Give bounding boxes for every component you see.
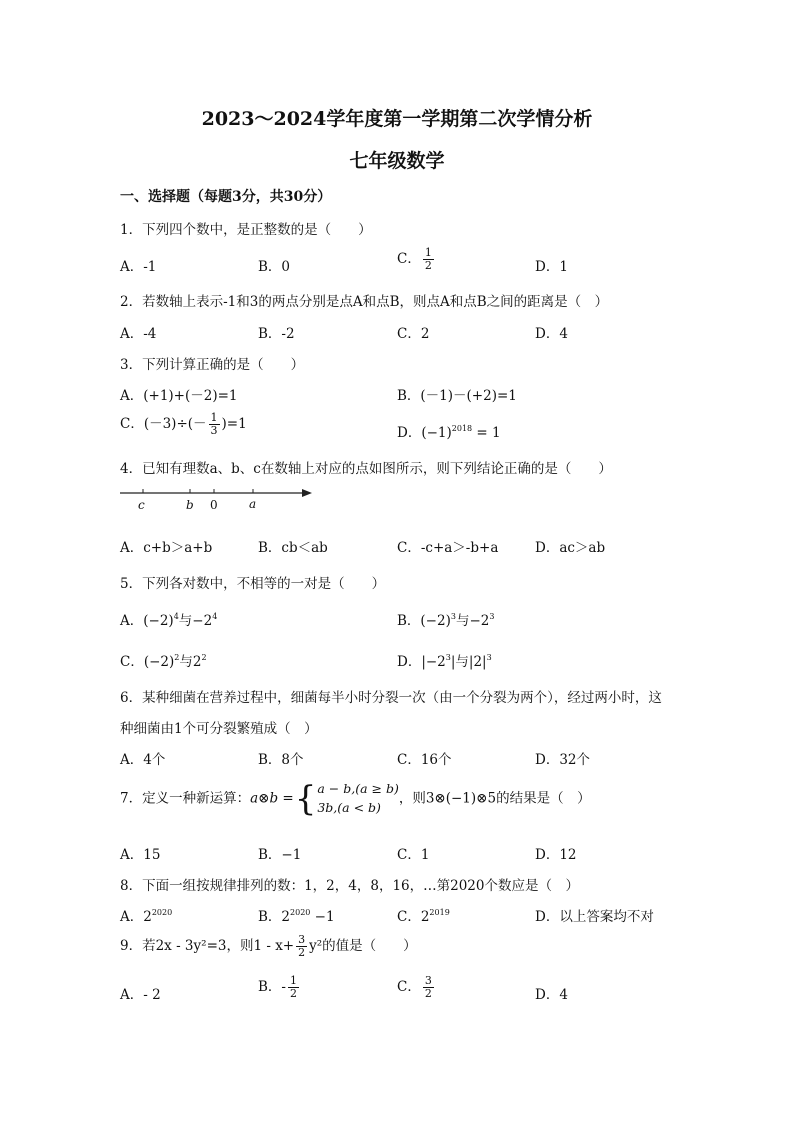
q5-b-mid: 与−2 [455,613,490,629]
q3-option-c-prefix: C．(－3)÷(－ [120,416,207,432]
q5-c-base: C．(−2) [120,654,175,670]
q1-option-c-prefix: C． [397,251,421,267]
fraction-denominator: 2 [289,987,297,1000]
q9-option-b-fraction [288,975,299,999]
fraction-numerator: 1 [210,411,218,425]
question-3-stem: 3．下列计算正确的是（ ） [120,357,305,373]
question-4-stem: 4．已知有理数a、b、c在数轴上对应的点如图所示，则下列结论正确的是（ ） [120,461,612,477]
q3-option-a: A．(+1)+(－2)=1 [120,388,238,404]
q5-b-exp2: 3 [489,612,495,621]
q4-option-a: A．c+b＞a+b [120,540,213,556]
q7-operation-lhs: a⊗b = [250,790,294,807]
exam-title: 2023～2024学年度第一学期第二次学情分析 [201,108,593,130]
section-heading: 一、选择题（每题3分，共30分） [120,189,332,205]
q7-piecewise-cases [317,780,398,818]
fraction-denominator: 2 [298,946,306,959]
question-6-stem-line1: 6．某种细菌在营养过程中，细菌每半小时分裂一次（由一个分裂为两个），经过两小时，这 [120,690,662,706]
q7-case-1: a − b,(a ≥ b) [317,781,399,796]
question-1-stem: 1．下列四个数中，是正整数的是（ ） [120,222,372,238]
number-line-arrow [302,489,312,497]
q3-option-c [120,412,247,437]
q9-suffix: y²的值是（ ） [309,938,417,954]
q9-option-d: D．4 [535,987,568,1003]
q5-b-exp: 3 [450,612,456,621]
q5-option-d [397,650,492,670]
q7-option-c: C．1 [397,847,430,863]
question-5-stem: 5．下列各对数中，不相等的一对是（ ） [120,576,386,592]
q5-d-exp2: 3 [486,653,492,662]
q5-b-base: B．(−2) [397,613,451,629]
q7-option-b: B．−1 [258,847,302,863]
q3-option-c-suffix: )=1 [221,416,247,432]
q4-option-c: C．-c+a＞-b+a [397,540,499,556]
q9-prefix: 9．若2x - 3y²=3，则1 - x+ [120,938,295,954]
q3-option-d-suffix: = 1 [472,425,501,441]
q9-option-c [397,975,436,1000]
q5-option-b [397,609,494,629]
q8-option-a [120,905,172,925]
q8-b-exp: 2020 [290,908,311,917]
q5-a-exp2: 4 [212,612,218,621]
question-9-stem [120,934,417,959]
q8-a-exp: 2020 [151,908,173,917]
fraction-denominator: 3 [210,424,218,437]
fraction-numerator: 3 [424,974,432,988]
q3-option-d [397,421,501,441]
q6-option-d: D．32个 [535,752,591,768]
q3-option-d-exponent: 2018 [451,424,473,433]
q9-c-prefix: C． [397,979,421,995]
number-line-figure [118,482,318,526]
q6-option-c: C．16个 [397,752,452,768]
q1-option-c-fraction [423,247,434,271]
number-line-label-zero: 0 [210,498,218,512]
q8-a-base: A．2 [120,909,152,925]
q5-option-c [120,650,207,670]
q5-d-prefix: D．|−2 [397,654,446,670]
q5-option-a [120,609,217,629]
q5-c-mid: 与2 [179,654,202,670]
q1-option-c [397,247,436,272]
q5-a-mid: 与−2 [178,613,213,629]
q9-b-prefix: B．- [258,979,286,995]
question-7-stem [120,780,591,818]
number-line-label-a: a [249,497,257,511]
question-6-stem-line2: 种细菌由1个可分裂繁殖成（ ） [120,721,318,737]
exam-subtitle: 七年级数学 [349,150,445,172]
q1-option-b: B．0 [258,259,291,275]
q9-option-b [258,975,301,1000]
q5-a-exp: 4 [173,612,179,621]
question-8-stem: 8．下面一组按规律排列的数：1，2，4，8，16，…第2020个数应是（ ） [120,878,579,894]
q8-c-exp: 2019 [429,908,450,917]
number-line-label-b: b [186,498,194,512]
number-line-svg [118,482,318,508]
q6-option-b: B．8个 [258,752,304,768]
q8-option-d: D．以上答案均不对 [535,909,654,925]
left-brace-icon: { [294,778,317,819]
q1-option-a: A．-1 [120,259,157,275]
q8-option-c [397,905,450,925]
q9-fraction [296,934,307,958]
q7-option-d: D．12 [535,847,577,863]
q5-d-mid: |与|2| [450,654,487,670]
q2-option-d: D．4 [535,326,568,342]
fraction-numerator: 1 [289,974,297,988]
q3-option-d-prefix: D．(−1) [397,425,452,441]
fraction-numerator: 1 [424,246,432,260]
question-2-stem: 2．若数轴上表示-1和3的两点分别是点A和点B，则点A和点B之间的距离是（ ） [120,294,609,310]
q8-option-b [258,905,335,925]
q9-option-a: A．- 2 [120,987,161,1003]
q5-c-exp2: 2 [201,653,207,662]
q8-b-base: B．2 [258,909,291,925]
q7-case-2: 3b,(a < b) [317,799,381,815]
q5-c-exp: 2 [174,653,180,662]
q3-option-c-fraction [209,412,220,436]
q7-prefix: 7．定义一种新运算： [120,790,251,807]
q2-option-c: C．2 [397,326,430,342]
q5-a-base: A．(−2) [120,613,174,629]
q8-b-suffix: −1 [310,909,335,925]
q3-option-b: B．(－1)－(+2)=1 [397,388,517,404]
q2-option-b: B．-2 [258,326,295,342]
fraction-denominator: 2 [424,987,432,1000]
q9-option-c-fraction [423,975,434,999]
q7-suffix: ，则3⊗(−1)⊗5的结果是（ ） [398,790,591,807]
q2-option-a: A．-4 [120,326,157,342]
fraction-denominator: 2 [424,259,432,272]
q4-option-b: B．cb＜ab [258,540,328,556]
q4-option-d: D．ac＞ab [535,540,606,556]
q5-d-exp: 3 [445,653,451,662]
q6-option-a: A．4个 [120,752,166,768]
q1-option-d: D．1 [535,259,568,275]
q8-c-base: C．2 [397,909,430,925]
fraction-numerator: 3 [298,933,306,947]
number-line-label-c: c [138,498,145,512]
q7-option-a: A．15 [120,847,161,863]
